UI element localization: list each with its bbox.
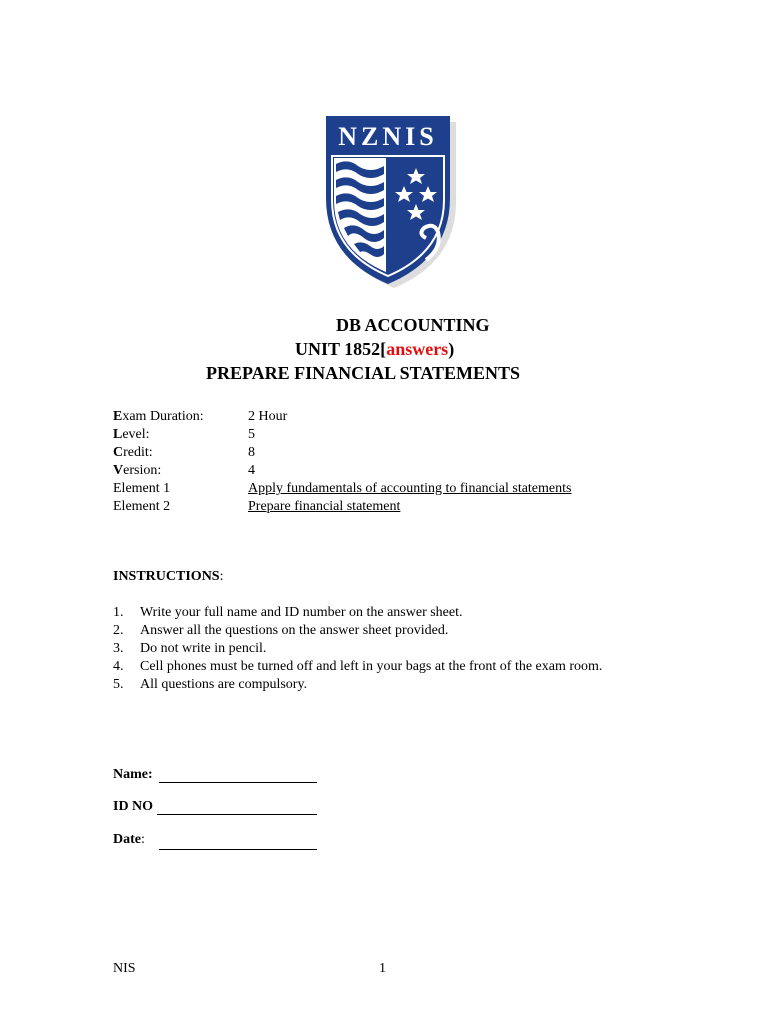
id-label: ID NO bbox=[113, 799, 154, 814]
version-value: 4 bbox=[248, 463, 255, 478]
version-label: Version: bbox=[113, 463, 162, 478]
credit-label: Credit: bbox=[113, 445, 153, 460]
answers-highlight: answers bbox=[386, 339, 449, 359]
instructions-heading: INSTRUCTIONS: bbox=[113, 569, 224, 584]
instruction-number: 3. bbox=[113, 641, 124, 656]
element-1-value: Apply fundamentals of accounting to financial statements bbox=[248, 481, 572, 496]
element-2-label: Element 2 bbox=[113, 499, 171, 514]
unit-suffix: ) bbox=[448, 339, 455, 359]
name-label: Name: bbox=[113, 767, 153, 782]
logo-text: NZNIS bbox=[338, 122, 438, 151]
date-label: Date: bbox=[113, 832, 145, 847]
instruction-number: 1. bbox=[113, 605, 124, 620]
instruction-item: Answer all the questions on the answer sheet provided. bbox=[140, 623, 449, 638]
instruction-item: Do not write in pencil. bbox=[140, 641, 267, 656]
exam-duration-value: 2 Hour bbox=[248, 409, 288, 424]
page-number: 1 bbox=[379, 961, 386, 976]
instruction-number: 2. bbox=[113, 623, 124, 638]
instruction-item: Write your full name and ID number on the answer sheet. bbox=[140, 605, 463, 620]
instruction-item: Cell phones must be turned off and left in your bags at the front of the exam room. bbox=[140, 659, 603, 674]
footer-label: NIS bbox=[113, 961, 136, 976]
instruction-item: All questions are compulsory. bbox=[140, 677, 308, 692]
credit-value: 8 bbox=[248, 445, 255, 460]
course-title: DB ACCOUNTING bbox=[336, 315, 490, 335]
name-field[interactable] bbox=[159, 782, 317, 783]
instruction-number: 5. bbox=[113, 677, 124, 692]
element-2-value: Prepare financial statement bbox=[248, 499, 401, 514]
date-field[interactable] bbox=[159, 849, 317, 850]
level-value: 5 bbox=[248, 427, 255, 442]
unit-prefix: UNIT 1852[ bbox=[295, 339, 387, 359]
instruction-number: 4. bbox=[113, 659, 124, 674]
exam-duration-label: Exam Duration: bbox=[113, 409, 204, 424]
subject-title: PREPARE FINANCIAL STATEMENTS bbox=[206, 363, 521, 383]
nznis-logo bbox=[318, 112, 460, 290]
unit-title bbox=[295, 338, 454, 360]
element-1-label: Element 1 bbox=[113, 481, 171, 496]
level-label: Level: bbox=[113, 427, 150, 442]
id-field[interactable] bbox=[157, 814, 317, 815]
